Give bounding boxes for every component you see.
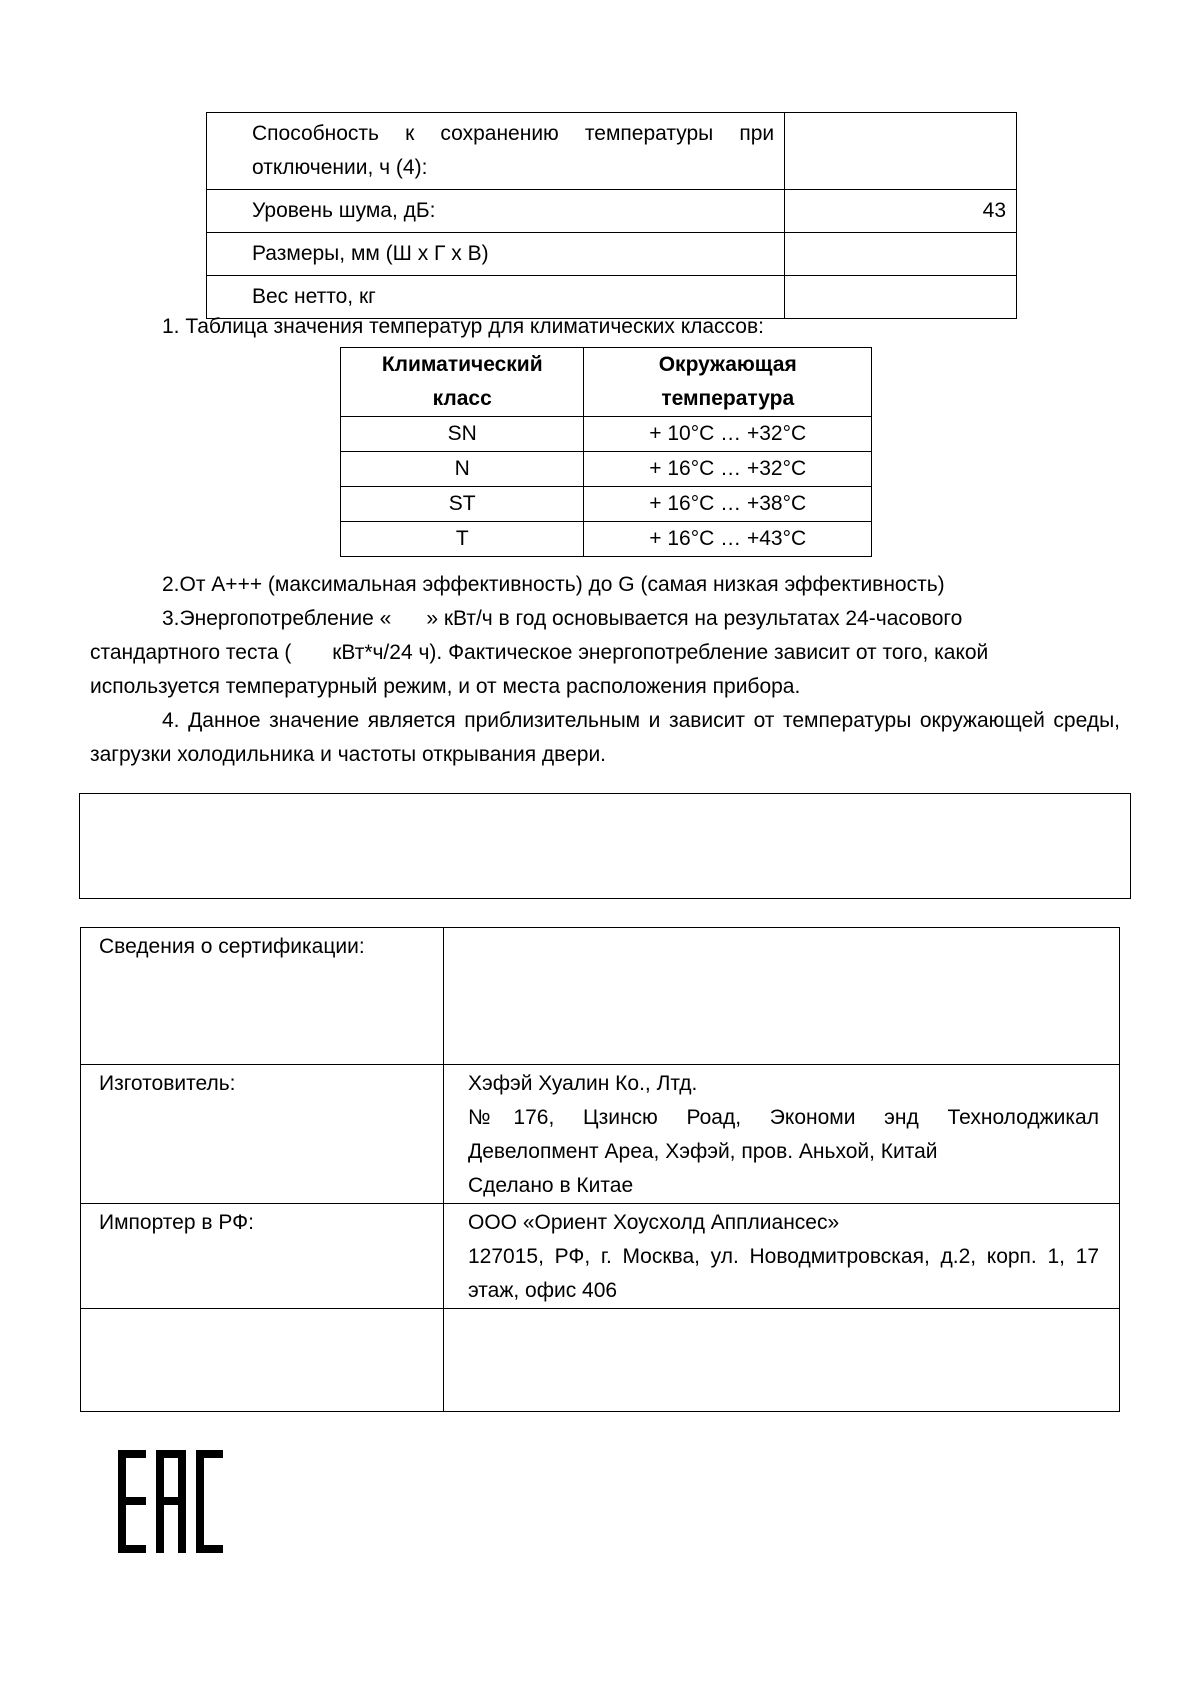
table-row [207,113,1017,190]
empty-cell [444,1309,1120,1412]
table-row [341,522,872,557]
climate-temp-cell: + 16°C … +43°C [584,522,872,557]
footnote-4: 4. Данное значение является приблизительным и зависит от температуры окружающей среды, загрузки холодильника и частоты открывания двери. [90,709,1120,766]
spec-value-noise: 43 [785,190,1017,233]
spec-label-temp-retention [207,113,785,190]
manufacturer-address-line: Девелопмент Ареа, Хэфэй, пров. Аньхой, Китай [468,1140,938,1163]
footnote-3 [90,602,1120,704]
spec-label-weight: Вес нетто, кг [207,276,785,319]
climate-class-cell: SN [341,417,584,452]
header-ambient-temp [584,348,872,417]
importer-address-line: этаж, офис 406 [468,1279,618,1302]
header-climate-class [341,348,584,417]
footnote-3-line: стандартного теста ( кВт*ч/24 ч). Фактическое энергопотребление зависит от того, какой [90,641,989,664]
footnote-3-line: используется температурный режим, и от места расположения прибора. [90,675,801,698]
blank-frame [79,793,1131,899]
manufacturer-address-line: №176, Цзинсю Роад, Экономи энд Технолоджикал [468,1106,1099,1129]
table-row [341,487,872,522]
climate-class-cell: T [341,522,584,557]
table-row [207,190,1017,233]
table-row [341,417,872,452]
header-line: температура [661,387,795,410]
spec-label-line: отключении, ч (4): [252,156,428,179]
empty-cell [81,1309,444,1412]
table-row [81,1204,1120,1309]
table-row [341,452,872,487]
manufacturer-name: Хэфэй Хуалин Ко., Лтд. [468,1072,698,1095]
climate-table-caption: 1. Таблица значения температур для климатических классов: [162,315,764,338]
spec-label-line: Способность к сохранению температуры при [252,122,775,145]
info-table [80,927,1120,1412]
importer-label: Импортер в РФ: [81,1204,444,1309]
table-header-row [341,348,872,417]
climate-temp-cell: + 16°C … +32°C [584,452,872,487]
header-line: класс [432,387,492,410]
spec-label-noise: Уровень шума, дБ: [207,190,785,233]
climate-class-cell: N [341,452,584,487]
specs-table [206,112,1017,319]
table-row [207,233,1017,276]
climate-class-cell: ST [341,487,584,522]
footnote-3-line: 3.Энергопотребление « » кВт/ч в год основывается на результатах 24-часового [162,607,963,630]
made-in-label: Сделано в Китае [468,1174,634,1197]
spec-value-temp-retention [785,113,1017,190]
spec-value-weight [785,276,1017,319]
spec-label-dimensions: Размеры, мм (Ш х Г х В) [207,233,785,276]
climate-temp-cell: + 10°C … +32°C [584,417,872,452]
header-line: Окружающая [658,353,797,376]
table-row [81,928,1120,1065]
eac-conformity-mark-icon [118,1450,223,1553]
manufacturer-label: Изготовитель: [81,1065,444,1204]
header-line: Климатический [381,353,543,376]
certification-value [444,928,1120,1065]
importer-name: ООО «Ориент Хоусхолд Апплиансес» [468,1211,840,1234]
climate-table [340,347,872,557]
importer-value [444,1204,1120,1309]
table-row [81,1309,1120,1412]
importer-address-line: 127015, РФ, г. Москва, ул. Новодмитровская, д.2, корп. 1, 17 [468,1245,1099,1268]
manufacturer-value [444,1065,1120,1204]
spec-value-dimensions [785,233,1017,276]
footnote-2: 2.От А+++ (максимальная эффективность) до G (самая низкая эффективность) [162,573,945,596]
table-row [81,1065,1120,1204]
certification-label: Сведения о сертификации: [81,928,444,1065]
climate-temp-cell: + 16°C … +38°C [584,487,872,522]
